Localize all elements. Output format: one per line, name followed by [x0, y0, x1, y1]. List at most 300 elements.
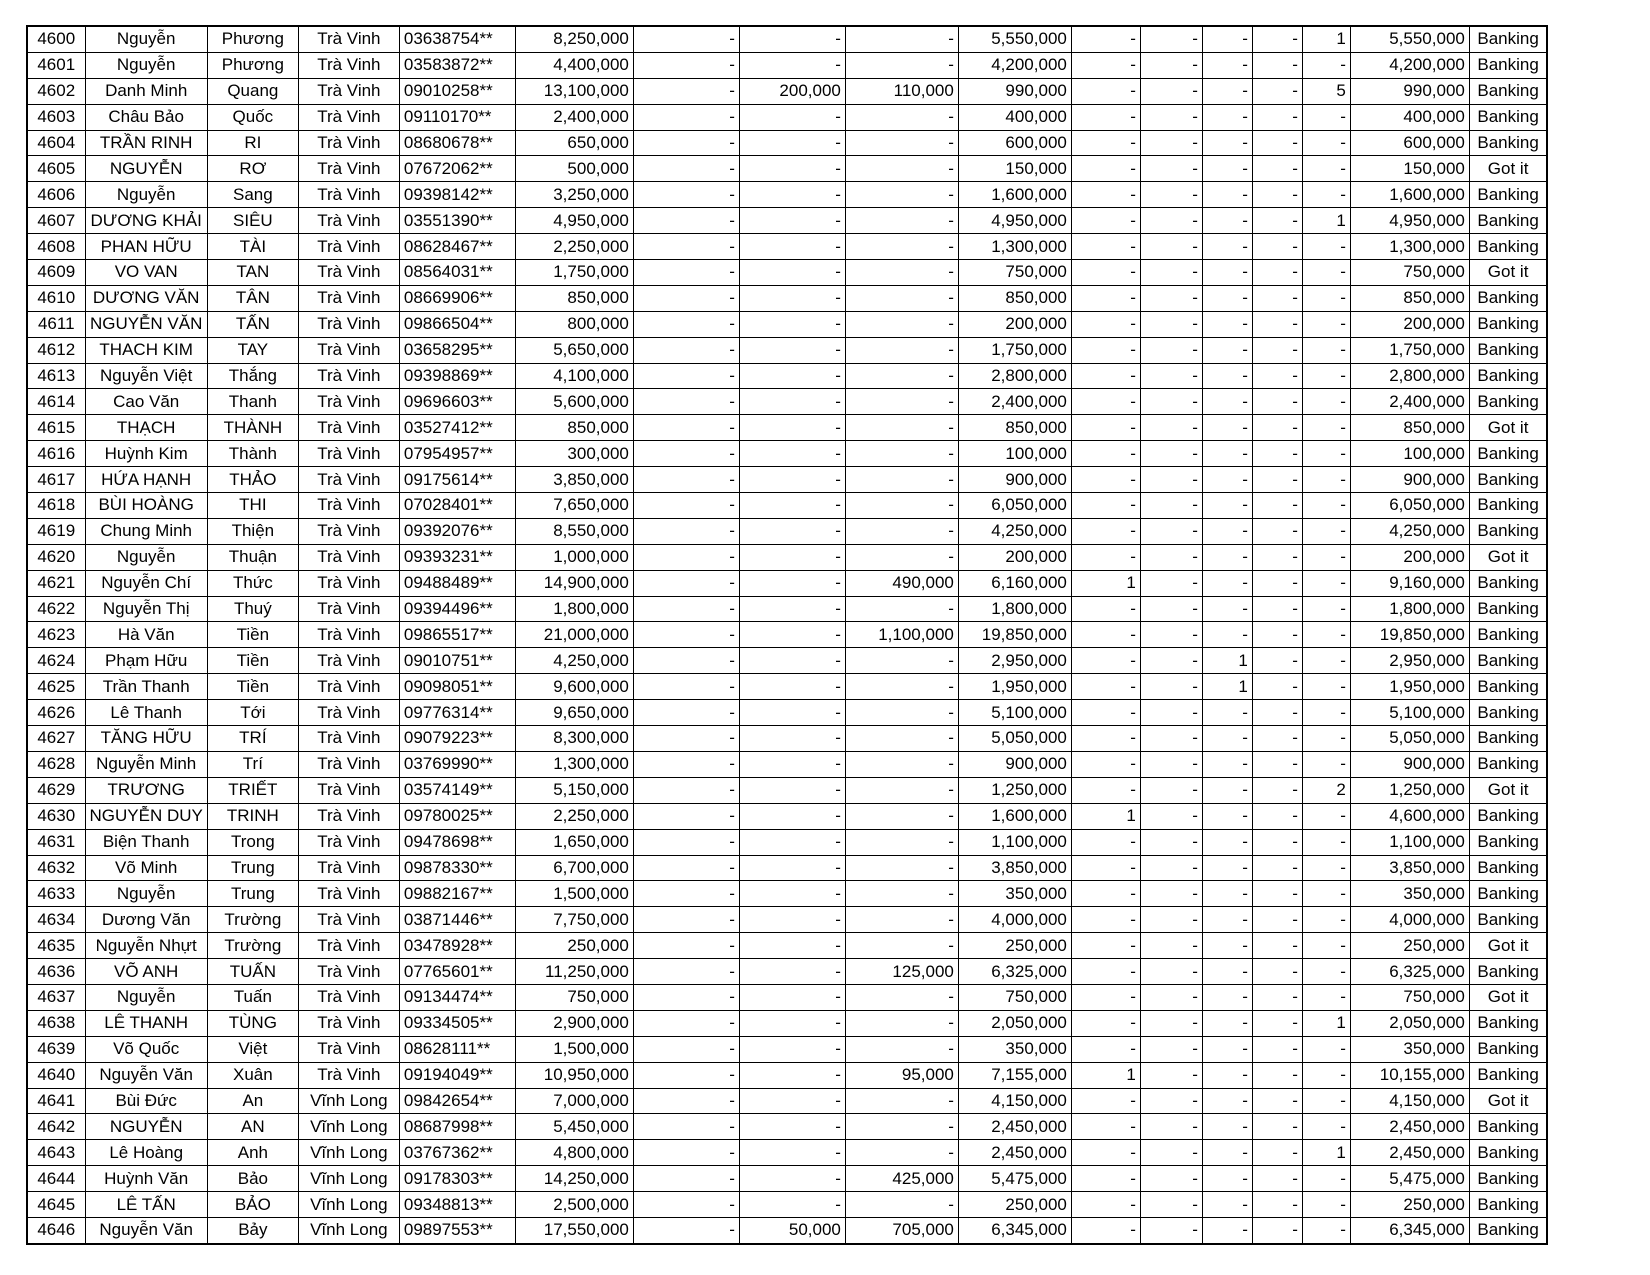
cell-flag-3: -	[1202, 415, 1252, 441]
cell-flag-5: -	[1302, 493, 1350, 519]
cell-row-number: 4644	[27, 1166, 85, 1192]
cell-province: Trà Vinh	[298, 234, 399, 260]
cell-net-amount: 990,000	[958, 78, 1071, 104]
cell-col-a: -	[633, 1217, 739, 1243]
table-row	[27, 182, 1547, 208]
cell-last-name: Nguyễn Việt	[85, 363, 207, 389]
cell-col-c: -	[845, 1140, 958, 1166]
cell-first-name: TÙNG	[207, 1010, 298, 1036]
cell-flag-3: -	[1202, 104, 1252, 130]
cell-total: 6,345,000	[1350, 1217, 1469, 1243]
cell-flag-3: -	[1202, 933, 1252, 959]
cell-total: 2,450,000	[1350, 1114, 1469, 1140]
cell-flag-2: -	[1140, 544, 1202, 570]
cell-phone: 07672062**	[399, 156, 515, 182]
table-row	[27, 1036, 1547, 1062]
cell-flag-2: -	[1140, 337, 1202, 363]
cell-first-name: Phương	[207, 52, 298, 78]
cell-flag-5: -	[1302, 596, 1350, 622]
cell-first-name: Trường	[207, 933, 298, 959]
cell-flag-5: -	[1302, 1062, 1350, 1088]
cell-last-name: THẠCH	[85, 415, 207, 441]
cell-phone: 03769990**	[399, 751, 515, 777]
cell-flag-1: -	[1071, 777, 1140, 803]
cell-phone: 09866504**	[399, 311, 515, 337]
cell-flag-5: -	[1302, 415, 1350, 441]
cell-payment-method: Got it	[1469, 777, 1547, 803]
cell-col-a: -	[633, 855, 739, 881]
cell-flag-1: 1	[1071, 570, 1140, 596]
cell-payment-method: Banking	[1469, 493, 1547, 519]
cell-net-amount: 6,345,000	[958, 1217, 1071, 1243]
cell-col-a: -	[633, 182, 739, 208]
cell-last-name: Nguyễn Văn	[85, 1062, 207, 1088]
cell-flag-4: -	[1252, 130, 1302, 156]
cell-flag-2: -	[1140, 415, 1202, 441]
cell-payment-method: Got it	[1469, 933, 1547, 959]
cell-flag-3: -	[1202, 389, 1252, 415]
cell-flag-3: 1	[1202, 648, 1252, 674]
cell-payment-method: Banking	[1469, 1140, 1547, 1166]
cell-flag-1: -	[1071, 182, 1140, 208]
cell-amount: 3,850,000	[515, 467, 633, 493]
cell-phone: 09878330**	[399, 855, 515, 881]
cell-col-a: -	[633, 285, 739, 311]
cell-payment-method: Banking	[1469, 1192, 1547, 1218]
cell-flag-1: -	[1071, 363, 1140, 389]
cell-row-number: 4645	[27, 1192, 85, 1218]
cell-col-a: -	[633, 544, 739, 570]
table-row	[27, 622, 1547, 648]
table-row	[27, 1088, 1547, 1114]
cell-flag-5: -	[1302, 829, 1350, 855]
cell-last-name: VO VAN	[85, 260, 207, 286]
cell-first-name: Trong	[207, 829, 298, 855]
table-row	[27, 907, 1547, 933]
cell-total: 2,450,000	[1350, 1140, 1469, 1166]
cell-row-number: 4615	[27, 415, 85, 441]
cell-flag-2: -	[1140, 777, 1202, 803]
table-row	[27, 130, 1547, 156]
cell-amount: 8,550,000	[515, 518, 633, 544]
cell-col-c: -	[845, 337, 958, 363]
cell-first-name: Thiện	[207, 518, 298, 544]
cell-flag-2: -	[1140, 26, 1202, 52]
cell-flag-4: -	[1252, 234, 1302, 260]
cell-payment-method: Banking	[1469, 726, 1547, 752]
cell-flag-3: -	[1202, 855, 1252, 881]
cell-flag-3: -	[1202, 1088, 1252, 1114]
cell-flag-5: 1	[1302, 1140, 1350, 1166]
table-row	[27, 78, 1547, 104]
cell-phone: 09488489**	[399, 570, 515, 596]
cell-col-b: -	[739, 415, 845, 441]
cell-amount: 800,000	[515, 311, 633, 337]
cell-amount: 5,450,000	[515, 1114, 633, 1140]
cell-province: Trà Vinh	[298, 829, 399, 855]
table-row	[27, 933, 1547, 959]
cell-amount: 10,950,000	[515, 1062, 633, 1088]
cell-col-c: -	[845, 467, 958, 493]
cell-province: Trà Vinh	[298, 984, 399, 1010]
cell-first-name: RƠ	[207, 156, 298, 182]
cell-flag-3: -	[1202, 570, 1252, 596]
table-row	[27, 467, 1547, 493]
cell-flag-4: -	[1252, 933, 1302, 959]
cell-net-amount: 900,000	[958, 751, 1071, 777]
table-row	[27, 285, 1547, 311]
cell-flag-4: -	[1252, 493, 1302, 519]
cell-phone: 09398142**	[399, 182, 515, 208]
cell-flag-4: -	[1252, 26, 1302, 52]
cell-col-c: -	[845, 208, 958, 234]
cell-col-a: -	[633, 933, 739, 959]
cell-amount: 9,600,000	[515, 674, 633, 700]
cell-flag-2: -	[1140, 52, 1202, 78]
cell-first-name: Quang	[207, 78, 298, 104]
cell-flag-1: -	[1071, 52, 1140, 78]
cell-col-c: 425,000	[845, 1166, 958, 1192]
cell-total: 5,100,000	[1350, 700, 1469, 726]
cell-col-a: -	[633, 803, 739, 829]
cell-flag-5: -	[1302, 467, 1350, 493]
cell-last-name: Trần Thanh	[85, 674, 207, 700]
cell-first-name: Thành	[207, 441, 298, 467]
cell-last-name: Hà Văn	[85, 622, 207, 648]
cell-last-name: HỨA HẠNH	[85, 467, 207, 493]
cell-flag-5: -	[1302, 544, 1350, 570]
cell-last-name: Võ Quốc	[85, 1036, 207, 1062]
cell-flag-1: -	[1071, 674, 1140, 700]
cell-province: Trà Vinh	[298, 648, 399, 674]
cell-flag-4: -	[1252, 1114, 1302, 1140]
cell-col-b: 200,000	[739, 78, 845, 104]
cell-row-number: 4621	[27, 570, 85, 596]
cell-first-name: Trí	[207, 751, 298, 777]
cell-col-c: -	[845, 544, 958, 570]
cell-province: Vĩnh Long	[298, 1140, 399, 1166]
cell-col-b: -	[739, 596, 845, 622]
cell-payment-method: Banking	[1469, 363, 1547, 389]
cell-first-name: TẤN	[207, 311, 298, 337]
cell-flag-4: -	[1252, 1140, 1302, 1166]
cell-total: 5,550,000	[1350, 26, 1469, 52]
cell-col-c: 95,000	[845, 1062, 958, 1088]
cell-col-c: -	[845, 285, 958, 311]
cell-row-number: 4636	[27, 959, 85, 985]
cell-col-a: -	[633, 260, 739, 286]
cell-payment-method: Banking	[1469, 467, 1547, 493]
cell-net-amount: 4,000,000	[958, 907, 1071, 933]
cell-flag-4: -	[1252, 544, 1302, 570]
cell-amount: 5,650,000	[515, 337, 633, 363]
cell-phone: 09398869**	[399, 363, 515, 389]
cell-flag-2: -	[1140, 726, 1202, 752]
cell-net-amount: 350,000	[958, 881, 1071, 907]
cell-col-a: -	[633, 104, 739, 130]
cell-row-number: 4617	[27, 467, 85, 493]
cell-col-c: -	[845, 596, 958, 622]
cell-last-name: Chung Minh	[85, 518, 207, 544]
cell-col-a: -	[633, 1088, 739, 1114]
cell-flag-3: -	[1202, 493, 1252, 519]
cell-row-number: 4623	[27, 622, 85, 648]
cell-col-b: -	[739, 1088, 845, 1114]
cell-flag-1: -	[1071, 415, 1140, 441]
cell-payment-method: Got it	[1469, 415, 1547, 441]
cell-amount: 850,000	[515, 415, 633, 441]
cell-flag-3: -	[1202, 182, 1252, 208]
cell-col-a: -	[633, 648, 739, 674]
cell-payment-method: Banking	[1469, 959, 1547, 985]
cell-col-c: -	[845, 415, 958, 441]
cell-first-name: Việt	[207, 1036, 298, 1062]
cell-payment-method: Banking	[1469, 829, 1547, 855]
cell-phone: 09010751**	[399, 648, 515, 674]
cell-flag-4: -	[1252, 984, 1302, 1010]
cell-col-a: -	[633, 726, 739, 752]
cell-flag-5: -	[1302, 260, 1350, 286]
cell-flag-2: -	[1140, 518, 1202, 544]
cell-col-b: -	[739, 803, 845, 829]
cell-flag-5: -	[1302, 622, 1350, 648]
cell-net-amount: 5,550,000	[958, 26, 1071, 52]
table-row	[27, 1062, 1547, 1088]
cell-col-b: -	[739, 1140, 845, 1166]
cell-flag-2: -	[1140, 78, 1202, 104]
cell-phone: 03583872**	[399, 52, 515, 78]
cell-province: Trà Vinh	[298, 130, 399, 156]
cell-col-b: -	[739, 1010, 845, 1036]
cell-col-b: -	[739, 234, 845, 260]
cell-total: 5,050,000	[1350, 726, 1469, 752]
cell-flag-3: 1	[1202, 674, 1252, 700]
cell-col-b: -	[739, 1166, 845, 1192]
table-row	[27, 1166, 1547, 1192]
cell-col-b: -	[739, 130, 845, 156]
table-row	[27, 1010, 1547, 1036]
cell-net-amount: 2,050,000	[958, 1010, 1071, 1036]
cell-payment-method: Banking	[1469, 1062, 1547, 1088]
cell-amount: 9,650,000	[515, 700, 633, 726]
cell-row-number: 4605	[27, 156, 85, 182]
cell-total: 100,000	[1350, 441, 1469, 467]
table-row	[27, 493, 1547, 519]
cell-first-name: Tuấn	[207, 984, 298, 1010]
cell-province: Trà Vinh	[298, 104, 399, 130]
cell-net-amount: 850,000	[958, 415, 1071, 441]
cell-col-b: -	[739, 518, 845, 544]
cell-total: 1,100,000	[1350, 829, 1469, 855]
cell-col-c: -	[845, 182, 958, 208]
cell-phone: 03767362**	[399, 1140, 515, 1166]
cell-payment-method: Banking	[1469, 518, 1547, 544]
cell-row-number: 4630	[27, 803, 85, 829]
cell-flag-3: -	[1202, 1166, 1252, 1192]
cell-flag-1: -	[1071, 260, 1140, 286]
cell-payment-method: Banking	[1469, 855, 1547, 881]
cell-amount: 21,000,000	[515, 622, 633, 648]
cell-payment-method: Banking	[1469, 389, 1547, 415]
cell-col-c: -	[845, 1088, 958, 1114]
cell-flag-4: -	[1252, 622, 1302, 648]
cell-first-name: Anh	[207, 1140, 298, 1166]
cell-net-amount: 5,050,000	[958, 726, 1071, 752]
cell-payment-method: Banking	[1469, 674, 1547, 700]
cell-total: 4,600,000	[1350, 803, 1469, 829]
cell-flag-2: -	[1140, 1192, 1202, 1218]
cell-col-c: -	[845, 855, 958, 881]
cell-flag-3: -	[1202, 1010, 1252, 1036]
cell-flag-5: -	[1302, 52, 1350, 78]
cell-flag-1: -	[1071, 907, 1140, 933]
cell-amount: 2,250,000	[515, 803, 633, 829]
cell-amount: 4,100,000	[515, 363, 633, 389]
cell-col-a: -	[633, 415, 739, 441]
cell-flag-3: -	[1202, 130, 1252, 156]
cell-flag-1: -	[1071, 1217, 1140, 1243]
cell-net-amount: 5,475,000	[958, 1166, 1071, 1192]
cell-flag-5: -	[1302, 674, 1350, 700]
cell-first-name: Thuý	[207, 596, 298, 622]
cell-payment-method: Banking	[1469, 751, 1547, 777]
cell-province: Trà Vinh	[298, 959, 399, 985]
cell-flag-2: -	[1140, 959, 1202, 985]
cell-flag-1: -	[1071, 829, 1140, 855]
cell-total: 1,600,000	[1350, 182, 1469, 208]
table-row	[27, 156, 1547, 182]
cell-first-name: Thanh	[207, 389, 298, 415]
cell-phone: 09392076**	[399, 518, 515, 544]
cell-flag-1: -	[1071, 1140, 1140, 1166]
cell-col-c: -	[845, 751, 958, 777]
cell-first-name: AN	[207, 1114, 298, 1140]
cell-province: Trà Vinh	[298, 622, 399, 648]
cell-row-number: 4624	[27, 648, 85, 674]
cell-province: Trà Vinh	[298, 78, 399, 104]
cell-flag-2: -	[1140, 285, 1202, 311]
cell-flag-2: -	[1140, 803, 1202, 829]
cell-flag-4: -	[1252, 311, 1302, 337]
cell-first-name: Trường	[207, 907, 298, 933]
cell-net-amount: 6,325,000	[958, 959, 1071, 985]
cell-total: 200,000	[1350, 544, 1469, 570]
cell-first-name: THÀNH	[207, 415, 298, 441]
cell-flag-4: -	[1252, 1010, 1302, 1036]
cell-col-b: -	[739, 829, 845, 855]
cell-phone: 09393231**	[399, 544, 515, 570]
cell-flag-4: -	[1252, 52, 1302, 78]
cell-row-number: 4634	[27, 907, 85, 933]
cell-flag-4: -	[1252, 881, 1302, 907]
cell-amount: 5,600,000	[515, 389, 633, 415]
cell-phone: 03871446**	[399, 907, 515, 933]
cell-col-c: -	[845, 234, 958, 260]
cell-flag-3: -	[1202, 156, 1252, 182]
cell-flag-1: -	[1071, 751, 1140, 777]
cell-phone: 09394496**	[399, 596, 515, 622]
cell-flag-4: -	[1252, 260, 1302, 286]
cell-flag-2: -	[1140, 984, 1202, 1010]
cell-flag-1: -	[1071, 1010, 1140, 1036]
cell-total: 900,000	[1350, 467, 1469, 493]
cell-amount: 7,750,000	[515, 907, 633, 933]
cell-row-number: 4603	[27, 104, 85, 130]
cell-first-name: Xuân	[207, 1062, 298, 1088]
cell-amount: 1,750,000	[515, 260, 633, 286]
cell-row-number: 4612	[27, 337, 85, 363]
cell-col-c: -	[845, 1114, 958, 1140]
cell-col-c: -	[845, 700, 958, 726]
cell-province: Vĩnh Long	[298, 1114, 399, 1140]
cell-flag-3: -	[1202, 777, 1252, 803]
cell-col-a: -	[633, 130, 739, 156]
cell-last-name: Nguyễn Minh	[85, 751, 207, 777]
cell-col-a: -	[633, 493, 739, 519]
cell-flag-3: -	[1202, 959, 1252, 985]
cell-flag-4: -	[1252, 829, 1302, 855]
cell-payment-method: Got it	[1469, 544, 1547, 570]
cell-row-number: 4610	[27, 285, 85, 311]
cell-first-name: Tiền	[207, 648, 298, 674]
cell-province: Trà Vinh	[298, 674, 399, 700]
cell-col-b: -	[739, 337, 845, 363]
cell-phone: 03638754**	[399, 26, 515, 52]
cell-flag-4: -	[1252, 959, 1302, 985]
cell-phone: 08564031**	[399, 260, 515, 286]
cell-flag-1: 1	[1071, 1062, 1140, 1088]
cell-col-a: -	[633, 1166, 739, 1192]
table-row	[27, 234, 1547, 260]
cell-payment-method: Banking	[1469, 311, 1547, 337]
cell-phone: 03478928**	[399, 933, 515, 959]
cell-col-b: -	[739, 52, 845, 78]
cell-col-b: -	[739, 363, 845, 389]
cell-net-amount: 6,160,000	[958, 570, 1071, 596]
cell-flag-2: -	[1140, 493, 1202, 519]
cell-province: Trà Vinh	[298, 52, 399, 78]
cell-first-name: THI	[207, 493, 298, 519]
cell-phone: 03658295**	[399, 337, 515, 363]
cell-province: Trà Vinh	[298, 544, 399, 570]
cell-flag-1: -	[1071, 933, 1140, 959]
cell-phone: 08628111**	[399, 1036, 515, 1062]
cell-province: Trà Vinh	[298, 700, 399, 726]
cell-phone: 09134474**	[399, 984, 515, 1010]
cell-flag-2: -	[1140, 829, 1202, 855]
cell-row-number: 4606	[27, 182, 85, 208]
cell-col-a: -	[633, 26, 739, 52]
cell-col-a: -	[633, 363, 739, 389]
cell-last-name: Nguyễn Chí	[85, 570, 207, 596]
cell-flag-4: -	[1252, 389, 1302, 415]
cell-flag-5: -	[1302, 1036, 1350, 1062]
cell-amount: 6,700,000	[515, 855, 633, 881]
cell-flag-1: -	[1071, 337, 1140, 363]
cell-col-c: -	[845, 984, 958, 1010]
cell-total: 1,950,000	[1350, 674, 1469, 700]
cell-province: Trà Vinh	[298, 907, 399, 933]
cell-col-b: -	[739, 260, 845, 286]
cell-flag-5: -	[1302, 1088, 1350, 1114]
cell-flag-4: -	[1252, 726, 1302, 752]
table-row	[27, 441, 1547, 467]
table-row	[27, 52, 1547, 78]
cell-first-name: RI	[207, 130, 298, 156]
cell-col-a: -	[633, 1114, 739, 1140]
cell-col-c: 490,000	[845, 570, 958, 596]
cell-col-a: -	[633, 959, 739, 985]
